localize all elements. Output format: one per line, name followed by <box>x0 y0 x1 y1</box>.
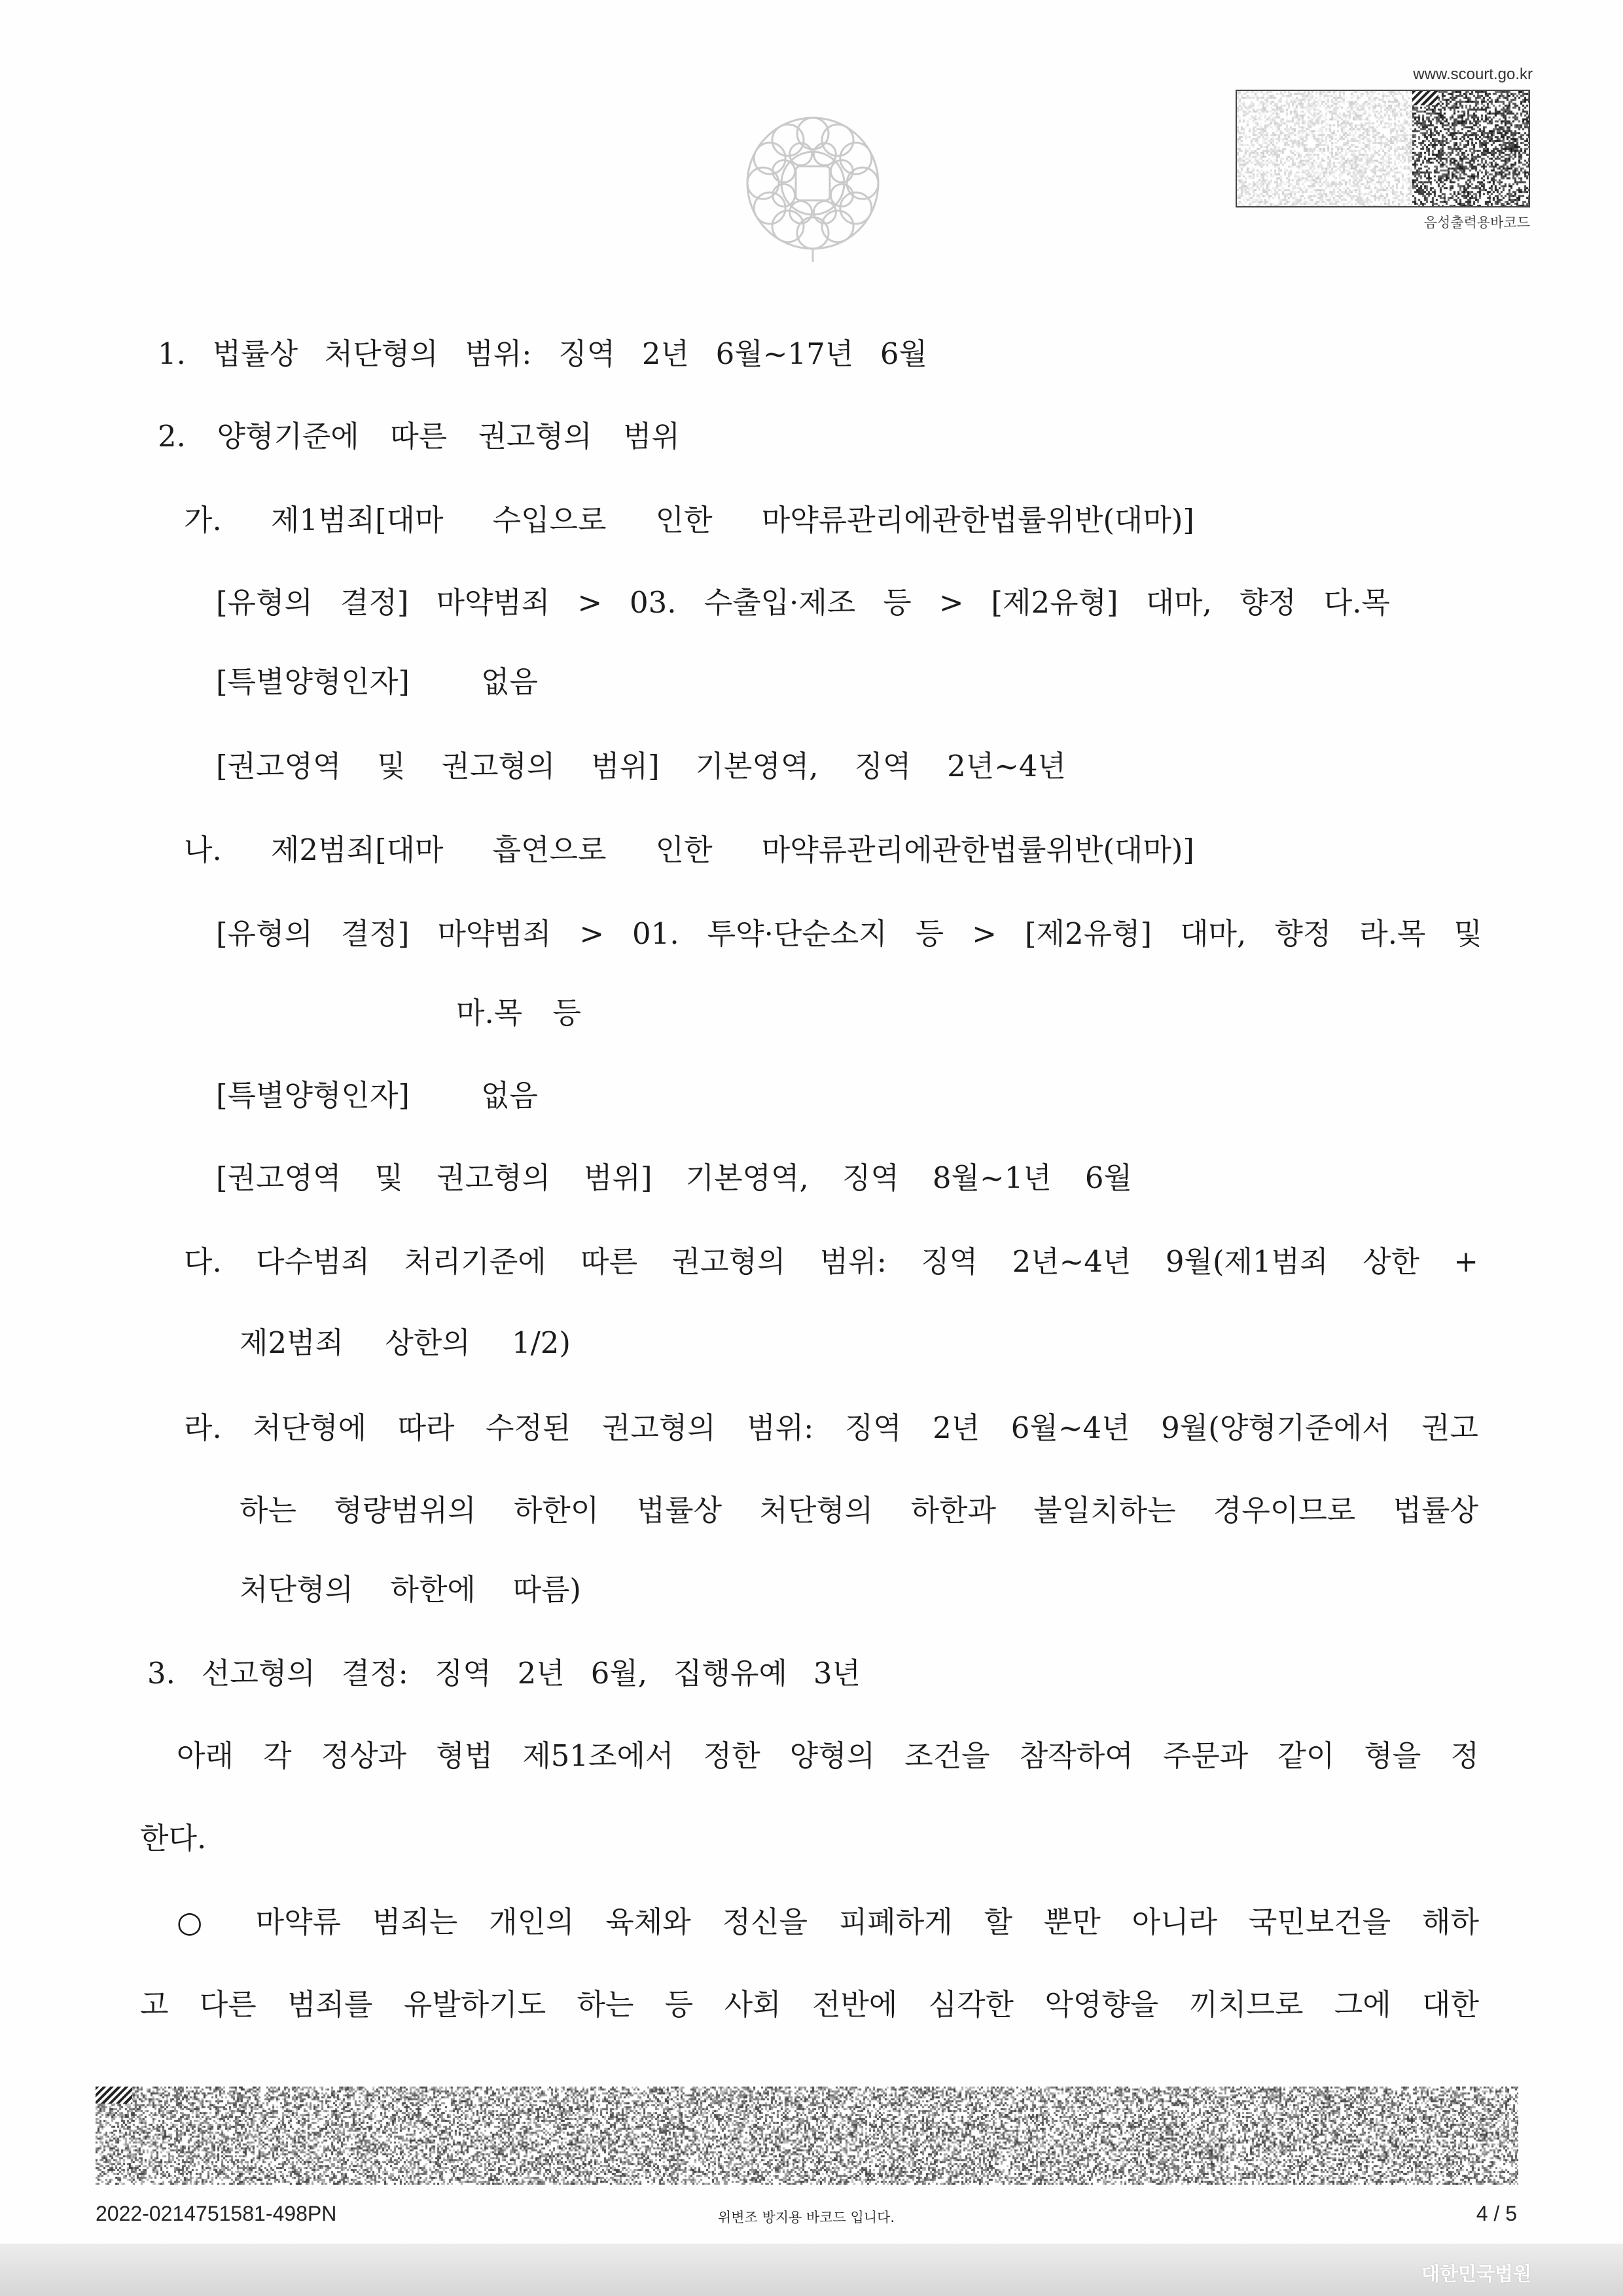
voice-barcode-box <box>1236 90 1530 207</box>
na-type-decision-cont: 마.목 등 <box>456 996 581 1030</box>
footer-band <box>0 2244 1623 2296</box>
na-type-decision: [유형의 결정] 마약범죄 > 01. 투약·단순소지 등 > [제2유형] 대마, 향정 라.목 및 <box>216 916 1482 951</box>
subsection-ra-cont-1: 하는 형량범위의 하한이 법률상 처단형의 하한과 불일치하는 경우이므로 법률상 <box>240 1493 1478 1528</box>
site-url: www.scourt.go.kr <box>1413 65 1533 83</box>
barcode-icon <box>1412 91 1529 206</box>
barcode-watermark-area <box>1237 91 1412 206</box>
court-emblem-icon <box>738 110 887 264</box>
paragraph-2-line-1: ○ 마약류 범죄는 개인의 육체와 정신을 피폐하게 할 뿐만 아니라 국민보건을 해하 <box>177 1905 1479 1939</box>
subsection-na-heading: 나. 제2범죄[대마 흡연으로 인한 마약류관리에관한법률위반(대마)] <box>184 833 1194 867</box>
ga-special-factors: [특별양형인자] 없음 <box>216 664 538 699</box>
page-number: 4 / 5 <box>1476 2202 1517 2225</box>
barcode-corner-mark <box>96 2087 132 2104</box>
ga-recommended-range: [권고영역 및 권고형의 범위] 기본영역, 징역 2년~4년 <box>216 749 1066 783</box>
barcode-icon <box>96 2087 1518 2185</box>
issuer-name: 대한민국법원 <box>1421 2263 1531 2285</box>
section-3-heading: 3. 선고형의 결정: 징역 2년 6월, 집행유예 3년 <box>147 1656 861 1691</box>
barcode-note: 위변조 방지용 바코드 입니다. <box>717 2210 895 2225</box>
na-special-factors: [특별양형인자] 없음 <box>216 1078 538 1113</box>
barcode-label: 음성출력용바코드 <box>1423 215 1530 230</box>
na-recommended-range: [권고영역 및 권고형의 범위] 기본영역, 징역 8월~1년 6월 <box>216 1160 1132 1195</box>
section-2-heading: 2. 양형기준에 따른 권고형의 범위 <box>158 419 680 454</box>
barcode-corner-mark <box>1412 91 1438 105</box>
paragraph-1-line-2: 한다. <box>140 1821 207 1856</box>
anti-forgery-barcode <box>96 2087 1518 2185</box>
paragraph-1-line-1: 아래 각 정상과 형법 제51조에서 정한 양형의 조건을 참작하여 주문과 같이 형을 정 <box>177 1738 1479 1773</box>
document-number: 2022-0214751581-498PN <box>96 2202 337 2225</box>
subsection-da-cont: 제2범죄 상한의 1/2) <box>240 1325 571 1360</box>
subsection-ra-cont-2: 처단형의 하한에 따름) <box>240 1572 581 1607</box>
subsection-ga-heading: 가. 제1범죄[대마 수입으로 인한 마약류관리에관한법률위반(대마)] <box>184 503 1194 537</box>
subsection-da: 다. 다수범죄 처리기준에 따른 권고형의 범위: 징역 2년~4년 9월(제1범죄 상한 + <box>184 1244 1478 1279</box>
paragraph-2-line-2: 고 다른 범죄를 유발하기도 하는 등 사회 전반에 심각한 악영향을 끼치므로 그에 대한 <box>140 1987 1479 2022</box>
subsection-ra: 라. 처단형에 따라 수정된 권고형의 범위: 징역 2년 6월~4년 9월(양형기준에서 권고 <box>184 1410 1478 1445</box>
statutory-range: 1. 법률상 처단형의 범위: 징역 2년 6월~17년 6월 <box>158 336 927 371</box>
ga-type-decision: [유형의 결정] 마약범죄 > 03. 수출입·제조 등 > [제2유형] 대마, 향정 다.목 <box>216 585 1390 620</box>
